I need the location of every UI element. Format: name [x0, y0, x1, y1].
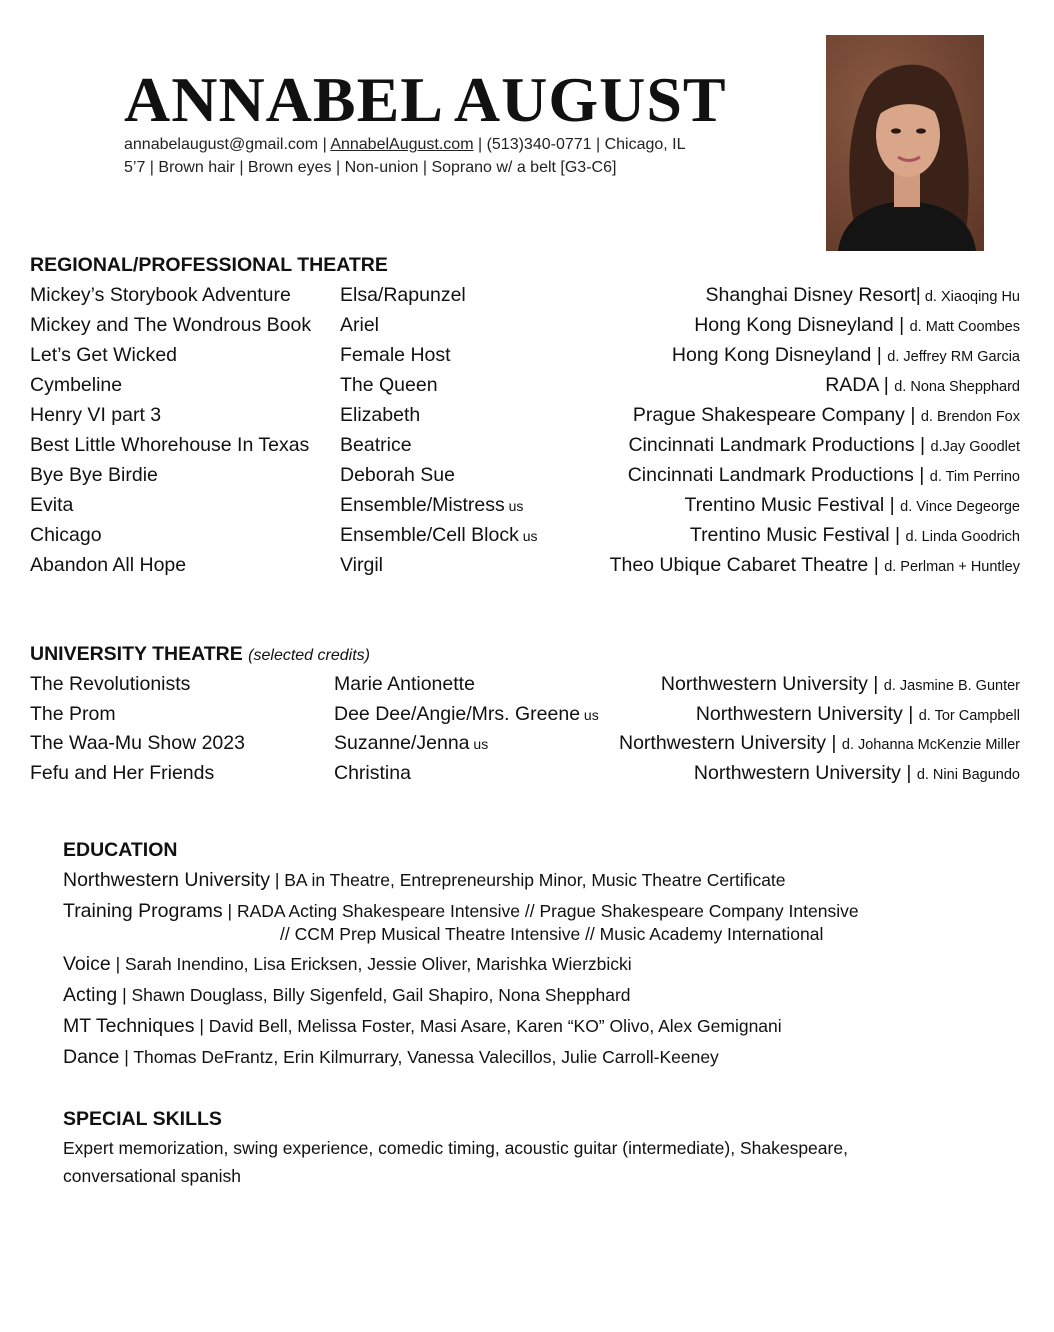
credit-row [30, 371, 1020, 401]
education-detail: | RADA Acting Shakespeare Intensive // Prague Shakespeare Company Intensive [222, 901, 859, 921]
headshot-photo [826, 35, 984, 251]
director: d. Brendon Fox [920, 409, 1020, 425]
venue: Northwestern University | [660, 673, 884, 695]
section-title-university [30, 642, 370, 668]
education-detail: | Sarah Inendino, Lisa Ericksen, Jessie Oliver, Marishka Wierzbicki [110, 954, 632, 974]
training-continued: // CCM Prep Musical Theatre Intensive // Music Academy International [280, 924, 824, 944]
role-name: Ariel [340, 314, 380, 336]
role [340, 551, 383, 580]
venue-director [694, 311, 1020, 341]
director: d. Linda Goodrich [905, 529, 1020, 545]
venue: Trentino Music Festival | [684, 494, 901, 516]
section-title-skills: SPECIAL SKILLS [63, 1108, 222, 1130]
venue-director [628, 431, 1020, 461]
education-detail: | David Bell, Melissa Foster, Masi Asare, Karen “KO” Olivo, Alex Gemignani [194, 1016, 782, 1036]
venue: Prague Shakespeare Company | [632, 404, 921, 426]
credit-row [30, 401, 1020, 431]
role [340, 491, 523, 520]
credit-row [30, 431, 1020, 461]
credit-row [30, 759, 1020, 789]
director: d. Jasmine B. Gunter [883, 678, 1020, 694]
credit-row [30, 670, 1020, 700]
venue: Northwestern University | [695, 702, 919, 725]
physical-details: 5’7 | Brown hair | Brown eyes | Non-union | Soprano w/ a belt [G3-C6] [124, 159, 617, 176]
university-credits [30, 670, 1020, 788]
director: d. Tor Campbell [918, 707, 1020, 724]
role [340, 371, 438, 400]
venue-director [825, 371, 1020, 401]
role-name: Suzanne/Jenna [334, 732, 470, 754]
university-subtitle: (selected credits) [248, 647, 370, 664]
show-title: The Revolutionists [30, 673, 191, 695]
education-label: Training Programs [63, 900, 223, 922]
venue-director [694, 759, 1020, 789]
website-link[interactable]: AnnabelAugust.com [330, 136, 474, 153]
role [334, 759, 411, 788]
role-name: Ensemble/Cell Block [340, 524, 519, 546]
show-title: Best Little Whorehouse In Texas [30, 434, 310, 456]
role-name: Ensemble/Mistress [340, 494, 505, 516]
show-title: Fefu and Her Friends [30, 761, 215, 784]
education-label: Voice [63, 953, 111, 975]
regional-credits [30, 281, 1020, 581]
director: d. Xiaoqing Hu [920, 289, 1020, 305]
role-name: Deborah Sue [340, 464, 455, 486]
venue-director [690, 521, 1020, 551]
show-title: The Waa-Mu Show 2023 [30, 732, 245, 754]
education-line [63, 865, 963, 896]
role-name: Dee Dee/Angie/Mrs. Greene [334, 702, 581, 725]
credit-row [30, 281, 1020, 311]
venue-director [684, 491, 1020, 521]
show-title: Bye Bye Birdie [30, 464, 158, 486]
credit-row [30, 461, 1020, 491]
phone-text: (513)340-0771 [486, 136, 592, 153]
role-suffix: us [580, 706, 599, 723]
show-title: Let’s Get Wicked [30, 344, 178, 366]
venue-director [696, 700, 1020, 730]
venue: Theo Ubique Cabaret Theatre | [609, 554, 885, 576]
education-line [63, 1011, 963, 1042]
education-line [63, 949, 963, 980]
show-title: Chicago [30, 524, 102, 546]
skills-text: Expert memorization, swing experience, comedic timing, acoustic guitar (intermediate), Shakespeare, conversational spanish [63, 1138, 848, 1186]
role [340, 431, 412, 460]
role [340, 281, 466, 310]
role [340, 461, 455, 490]
venue-director [610, 551, 1020, 581]
venue: Hong Kong Disneyland | [671, 344, 888, 366]
director: d. Vince Degeorge [900, 499, 1020, 515]
show-title: Mickey and The Wondrous Book [30, 314, 312, 336]
location-text: Chicago, IL [604, 136, 686, 153]
email-text[interactable]: annabelaugust@gmail.com [124, 136, 319, 153]
credit-row [30, 700, 1020, 730]
education-label: MT Techniques [63, 1015, 195, 1037]
section-title-regional: REGIONAL/PROFESSIONAL THEATRE [30, 254, 388, 276]
role [340, 521, 538, 550]
education-list [63, 865, 963, 1073]
venue-director [672, 341, 1020, 371]
director: d. Tim Perrino [929, 469, 1020, 485]
separator: | [591, 136, 605, 153]
university-title-text: UNIVERSITY THEATRE [30, 643, 243, 665]
separator: | [473, 136, 487, 153]
role [340, 341, 451, 370]
show-title: The Prom [30, 702, 116, 725]
show-title: Evita [30, 494, 74, 516]
actor-name: ANNABEL AUGUST [124, 64, 727, 135]
credit-row [30, 491, 1020, 521]
venue-director [705, 281, 1020, 311]
venue-director [628, 461, 1020, 491]
separator: | [318, 136, 331, 153]
venue: Northwestern University | [693, 761, 917, 784]
credit-row [30, 729, 1020, 759]
education-line [63, 980, 963, 1011]
venue-director [661, 670, 1020, 700]
show-title: Henry VI part 3 [30, 404, 162, 426]
role-suffix: us [518, 528, 538, 544]
education-label: Acting [63, 984, 118, 1006]
venue: Northwestern University | [618, 732, 842, 754]
show-title: Cymbeline [30, 374, 123, 396]
venue-director [633, 401, 1020, 431]
role [334, 670, 475, 699]
role [340, 401, 420, 430]
venue: Trentino Music Festival | [689, 524, 906, 546]
education-label: Northwestern University [63, 869, 270, 891]
venue: Cincinnati Landmark Productions | [628, 434, 931, 456]
role-name: Marie Antionette [334, 673, 475, 695]
venue: Cincinnati Landmark Productions | [627, 464, 930, 486]
role-suffix: us [469, 736, 489, 752]
role-name: The Queen [340, 374, 438, 396]
director: d. Matt Coombes [909, 319, 1020, 335]
role-name: Female Host [340, 344, 451, 366]
role-name: Christina [334, 761, 411, 784]
director: d. Jeffrey RM Garcia [887, 349, 1020, 365]
venue-director [619, 729, 1020, 759]
credit-row [30, 551, 1020, 581]
role [334, 700, 599, 729]
education-detail: | Thomas DeFrantz, Erin Kilmurrary, Vanessa Valecillos, Julie Carroll-Keeney [119, 1047, 719, 1067]
contact-line [124, 134, 686, 156]
education-detail: | Shawn Douglass, Billy Sigenfeld, Gail Shapiro, Nona Shepphard [117, 985, 631, 1005]
role-name: Elizabeth [340, 404, 421, 426]
education-label: Dance [63, 1046, 120, 1068]
credit-row [30, 341, 1020, 371]
director: d. Perlman + Huntley [884, 559, 1020, 575]
credit-row [30, 521, 1020, 551]
role-suffix: us [504, 498, 524, 514]
venue: RADA | [825, 374, 895, 396]
director: d.Jay Goodlet [930, 439, 1020, 455]
director: d. Johanna McKenzie Miller [841, 737, 1020, 753]
role-name: Virgil [340, 554, 383, 576]
credit-row [30, 311, 1020, 341]
role [340, 311, 379, 340]
role-name: Elsa/Rapunzel [340, 284, 466, 306]
director: d. Nona Shepphard [894, 379, 1020, 395]
director: d. Nini Bagundo [916, 766, 1020, 783]
venue: Shanghai Disney Resort| [705, 284, 921, 306]
role [334, 729, 488, 758]
education-detail: | BA in Theatre, Entrepreneurship Minor, Music Theatre Certificate [269, 870, 786, 890]
education-line [63, 1042, 963, 1073]
section-title-education: EDUCATION [63, 839, 178, 861]
venue: Hong Kong Disneyland | [694, 314, 910, 336]
role-name: Beatrice [340, 434, 412, 456]
show-title: Abandon All Hope [30, 554, 187, 576]
show-title: Mickey’s Storybook Adventure [30, 284, 291, 306]
